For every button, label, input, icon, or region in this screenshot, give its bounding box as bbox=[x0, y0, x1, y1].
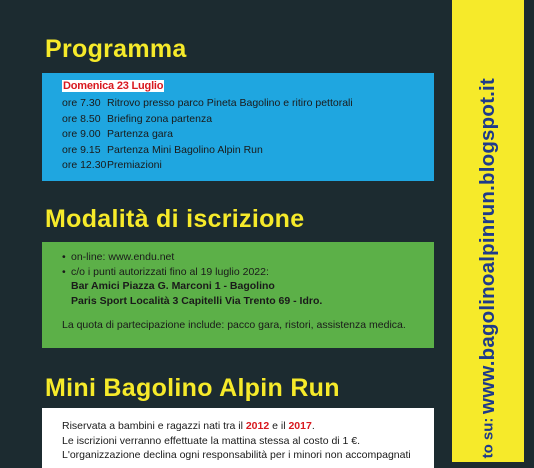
year-from: 2012 bbox=[245, 420, 270, 432]
schedule-event: Partenza gara bbox=[107, 128, 173, 140]
mini-line-1-pre: Riservata a bambini e ragazzi nati tra il bbox=[62, 420, 246, 432]
quota-text: La quota di partecipazione include: pacco gara, ristori, assistenza medica. bbox=[62, 319, 406, 331]
mini-line-3: L'organizzazione declina ogni responsabilità per i minori non accompagnati bbox=[62, 449, 411, 461]
schedule-event: Briefing zona partenza bbox=[107, 112, 213, 125]
bullet-text: on-line: www.endu.net bbox=[71, 251, 175, 263]
schedule-time: ore 9.00 bbox=[62, 128, 101, 140]
year-to: 2017 bbox=[288, 420, 312, 432]
modalita-heading: Modalità di iscrizione bbox=[45, 205, 305, 233]
venue-line: Bar Amici Piazza G. Marconi 1 - Bagolino bbox=[71, 280, 275, 292]
schedule-row bbox=[62, 158, 434, 174]
bullet-icon: • bbox=[62, 251, 66, 263]
programma-heading: Programma bbox=[45, 35, 187, 63]
blog-url[interactable]: www.bagolinoalpinrun.blogspot.it bbox=[476, 78, 499, 414]
bullet-item bbox=[62, 250, 434, 265]
bullet-text: c/o i punti autorizzati fino al 19 luglio 2022: bbox=[71, 265, 269, 278]
schedule-time: ore 12.30 bbox=[62, 159, 107, 171]
mini-box bbox=[42, 408, 434, 468]
right-edge-strip bbox=[525, 0, 534, 462]
schedule-event: Partenza Mini Bagolino Alpin Run bbox=[107, 143, 263, 156]
schedule-event: Ritrovo presso parco Pineta Bagolino e ritiro pettorali bbox=[107, 97, 353, 109]
mini-line-1 bbox=[62, 419, 434, 434]
schedule-event: Premiazioni bbox=[107, 159, 162, 171]
mini-line-1-mid: e il bbox=[269, 420, 289, 432]
modalita-box bbox=[42, 242, 434, 348]
schedule-row bbox=[62, 143, 434, 159]
venue-line: Paris Sport Località 3 Capitelli Via Trento 69 - Idro. bbox=[71, 294, 323, 307]
visit-label: to su: bbox=[479, 417, 497, 459]
mini-heading: Mini Bagolino Alpin Run bbox=[45, 374, 340, 402]
schedule-time: ore 8.50 bbox=[62, 112, 101, 125]
programma-box bbox=[42, 73, 434, 181]
mini-line-1-post: . bbox=[311, 420, 315, 432]
schedule-row bbox=[62, 127, 434, 143]
programma-date bbox=[62, 80, 434, 92]
bullet-icon: • bbox=[62, 265, 66, 278]
schedule-time: ore 7.30 bbox=[62, 97, 101, 109]
programma-date-text: Domenica 23 Luglio bbox=[63, 80, 164, 92]
bullet-item bbox=[62, 265, 434, 280]
schedule-row bbox=[62, 112, 434, 128]
schedule-row bbox=[62, 96, 434, 112]
schedule-time: ore 9.15 bbox=[62, 143, 101, 156]
mini-line-2: Le iscrizioni verranno effettuate la mattina stessa al costo di 1 €. bbox=[62, 434, 361, 447]
